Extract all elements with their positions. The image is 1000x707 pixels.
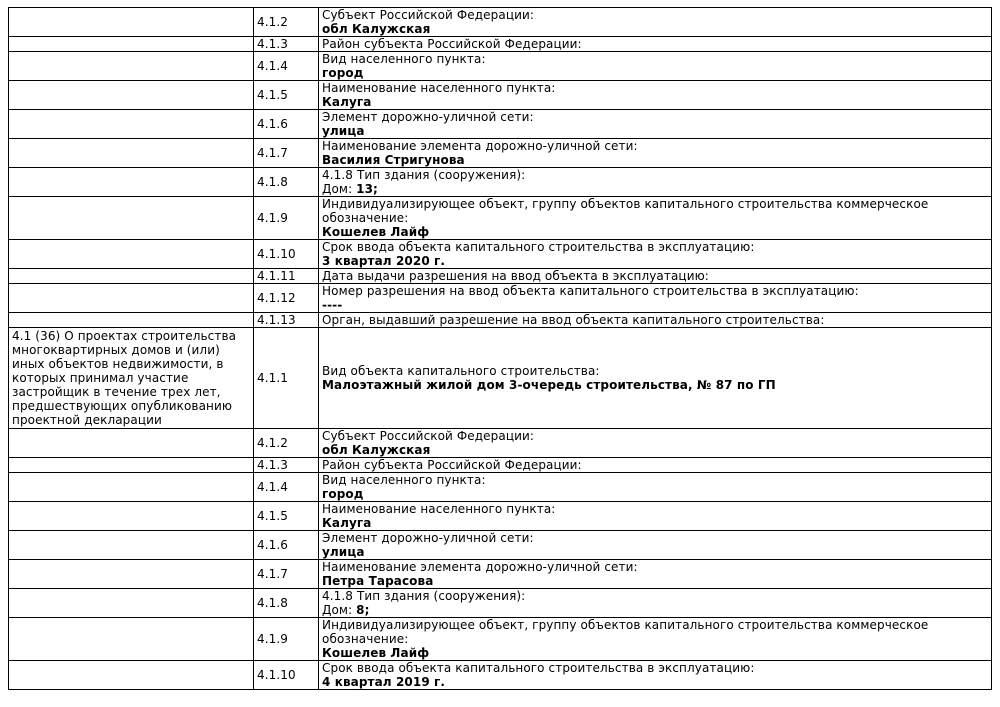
table-row	[9, 8, 992, 37]
row-code: 4.1.9	[254, 618, 319, 661]
row-code: 4.1.6	[254, 531, 319, 560]
left-empty-cell	[9, 502, 254, 531]
field-value-prefix: Дом:	[322, 603, 357, 617]
row-content-cell	[319, 240, 992, 269]
left-empty-cell	[9, 197, 254, 240]
row-code: 4.1.3	[254, 458, 319, 473]
row-content-cell	[319, 313, 992, 328]
field-value: Калуга	[322, 95, 372, 109]
left-empty-cell	[9, 168, 254, 197]
left-empty-cell	[9, 560, 254, 589]
table-row	[9, 589, 992, 618]
field-value: улица	[322, 124, 365, 138]
row-content-cell	[319, 502, 992, 531]
row-code: 4.1.9	[254, 197, 319, 240]
row-content-cell	[319, 197, 992, 240]
field-label: Наименование населенного пункта:	[322, 81, 556, 95]
row-content-cell	[319, 110, 992, 139]
field-label: 4.1.8 Тип здания (сооружения):	[322, 589, 526, 603]
field-label: Вид объекта капитального строительства:	[322, 364, 600, 378]
row-content-cell	[319, 661, 992, 690]
row-content-cell	[319, 269, 992, 284]
row-code: 4.1.3	[254, 37, 319, 52]
field-label: Элемент дорожно-уличной сети:	[322, 531, 534, 545]
field-value: Кошелев Лайф	[322, 646, 430, 660]
left-empty-cell	[9, 458, 254, 473]
left-empty-cell	[9, 661, 254, 690]
field-value: 4 квартал 2019 г.	[322, 675, 446, 689]
row-code: 4.1.12	[254, 284, 319, 313]
row-code: 4.1.6	[254, 110, 319, 139]
row-content-cell	[319, 168, 992, 197]
table-row	[9, 661, 992, 690]
left-empty-cell	[9, 473, 254, 502]
table-row	[9, 560, 992, 589]
table-row	[9, 618, 992, 661]
table-row	[9, 429, 992, 458]
field-label: Субъект Российской Федерации:	[322, 429, 535, 443]
row-code: 4.1.11	[254, 269, 319, 284]
row-code: 4.1.7	[254, 560, 319, 589]
field-label: Наименование элемента дорожно-уличной сети:	[322, 139, 638, 153]
row-code: 4.1.10	[254, 661, 319, 690]
field-label: Орган, выдавший разрешение на ввод объекта капитального строительства:	[322, 313, 825, 327]
row-code: 4.1.10	[254, 240, 319, 269]
field-label: Наименование населенного пункта:	[322, 502, 556, 516]
field-label: Наименование элемента дорожно-уличной сети:	[322, 560, 638, 574]
row-code: 4.1.2	[254, 429, 319, 458]
row-content-cell	[319, 328, 992, 429]
row-code: 4.1.5	[254, 502, 319, 531]
table-row	[9, 284, 992, 313]
row-content-cell	[319, 8, 992, 37]
row-code: 4.1.8	[254, 168, 319, 197]
field-label: Индивидуализирующее объект, группу объектов капитального строительства коммерческое обозначение:	[322, 618, 929, 646]
table-row	[9, 139, 992, 168]
row-content-cell	[319, 52, 992, 81]
left-empty-cell	[9, 429, 254, 458]
declaration-table-body	[9, 8, 992, 690]
field-value-prefix: Дом:	[322, 182, 357, 196]
table-row	[9, 269, 992, 284]
table-row	[9, 197, 992, 240]
field-value: Малоэтажный жилой дом 3-очередь строительства, № 87 по ГП	[322, 378, 776, 392]
field-label: Индивидуализирующее объект, группу объектов капитального строительства коммерческое обозначение:	[322, 197, 929, 225]
table-row	[9, 473, 992, 502]
table-row	[9, 37, 992, 52]
field-value: обл Калужская	[322, 22, 431, 36]
left-empty-cell	[9, 52, 254, 81]
table-row	[9, 531, 992, 560]
row-content-cell	[319, 429, 992, 458]
row-content-cell	[319, 560, 992, 589]
section-description-cell	[9, 328, 254, 429]
field-label: Вид населенного пункта:	[322, 52, 486, 66]
row-content-cell	[319, 618, 992, 661]
row-content-cell	[319, 531, 992, 560]
field-label: Вид населенного пункта:	[322, 473, 486, 487]
field-value	[322, 603, 988, 617]
field-value: 3 квартал 2020 г.	[322, 254, 446, 268]
left-empty-cell	[9, 618, 254, 661]
field-label: Элемент дорожно-уличной сети:	[322, 110, 534, 124]
row-code: 4.1.5	[254, 81, 319, 110]
left-empty-cell	[9, 110, 254, 139]
left-empty-cell	[9, 531, 254, 560]
row-code: 4.1.4	[254, 52, 319, 81]
left-empty-cell	[9, 139, 254, 168]
table-row	[9, 458, 992, 473]
declaration-table	[8, 7, 992, 690]
field-value: ----	[322, 298, 343, 312]
row-code: 4.1.4	[254, 473, 319, 502]
left-empty-cell	[9, 269, 254, 284]
field-label: Срок ввода объекта капитального строительства в эксплуатацию:	[322, 240, 755, 254]
row-content-cell	[319, 458, 992, 473]
table-row	[9, 110, 992, 139]
row-code: 4.1.7	[254, 139, 319, 168]
row-code: 4.1.13	[254, 313, 319, 328]
field-value	[322, 182, 988, 196]
left-empty-cell	[9, 8, 254, 37]
field-label: Район субъекта Российской Федерации:	[322, 37, 582, 51]
field-value: Петра Тарасова	[322, 574, 434, 588]
row-content-cell	[319, 284, 992, 313]
table-row	[9, 502, 992, 531]
field-label: 4.1.8 Тип здания (сооружения):	[322, 168, 526, 182]
field-label: Номер разрешения на ввод объекта капитального строительства в эксплуатацию:	[322, 284, 859, 298]
left-empty-cell	[9, 313, 254, 328]
table-row	[9, 52, 992, 81]
field-value: Василия Стригунова	[322, 153, 465, 167]
left-empty-cell	[9, 81, 254, 110]
field-label: Срок ввода объекта капитального строительства в эксплуатацию:	[322, 661, 755, 675]
field-value: Калуга	[322, 516, 372, 530]
field-value: обл Калужская	[322, 443, 431, 457]
row-code: 4.1.1	[254, 328, 319, 429]
left-empty-cell	[9, 284, 254, 313]
row-content-cell	[319, 81, 992, 110]
field-value: Кошелев Лайф	[322, 225, 430, 239]
field-value-text: 13;	[356, 182, 378, 196]
table-row	[9, 313, 992, 328]
left-empty-cell	[9, 240, 254, 269]
field-value: улица	[322, 545, 365, 559]
row-code: 4.1.2	[254, 8, 319, 37]
table-row	[9, 168, 992, 197]
field-label: Субъект Российской Федерации:	[322, 8, 535, 22]
field-value: город	[322, 487, 364, 501]
table-row	[9, 81, 992, 110]
field-value-text: 8;	[356, 603, 370, 617]
table-row	[9, 328, 992, 429]
field-label: Район субъекта Российской Федерации:	[322, 458, 582, 472]
field-label: Дата выдачи разрешения на ввод объекта в эксплуатацию:	[322, 269, 709, 283]
row-code: 4.1.8	[254, 589, 319, 618]
field-value: город	[322, 66, 364, 80]
row-content-cell	[319, 473, 992, 502]
section-description: 4.1 (36) О проектах строительства многоквартирных домов и (или) иных объектов недвижимости, в которых принимал участие застройщик в течение трех лет, предшествующих опубликованию проектной декларации	[12, 329, 237, 427]
row-content-cell	[319, 589, 992, 618]
left-empty-cell	[9, 589, 254, 618]
row-content-cell	[319, 139, 992, 168]
left-empty-cell	[9, 37, 254, 52]
row-content-cell	[319, 37, 992, 52]
table-row	[9, 240, 992, 269]
